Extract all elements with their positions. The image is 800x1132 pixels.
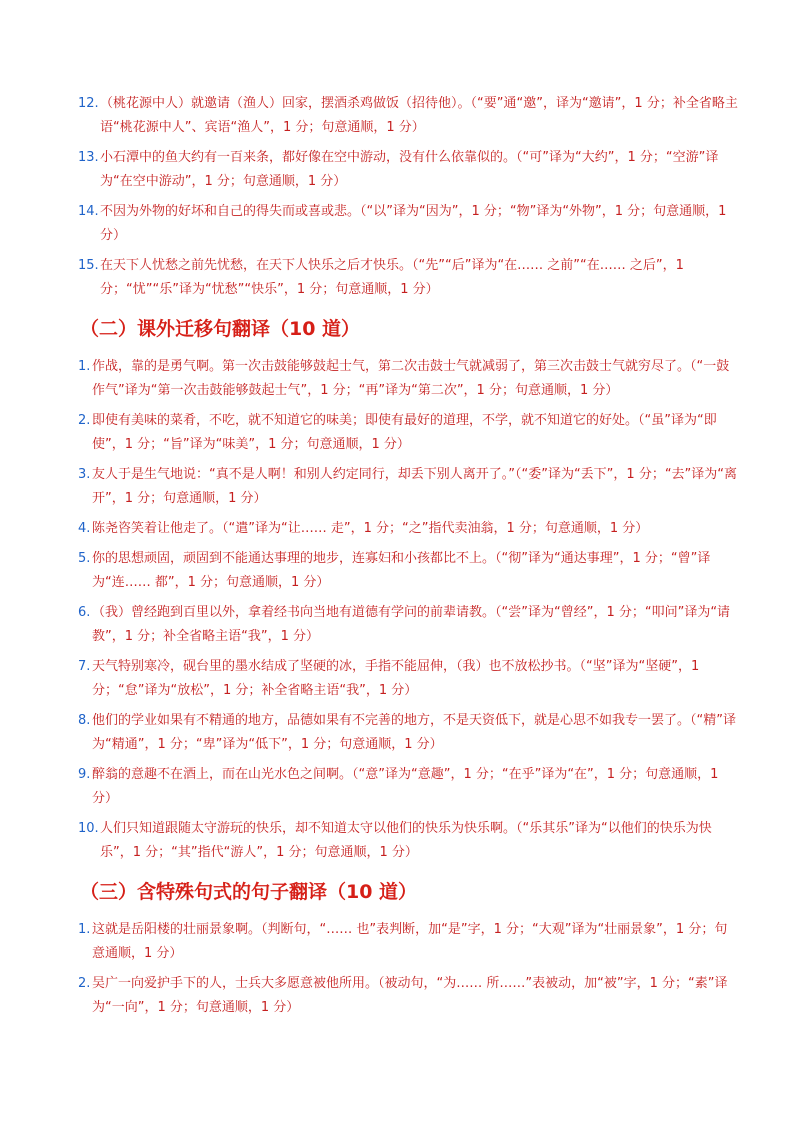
list-item (78, 355, 738, 403)
list-item (78, 463, 738, 511)
item-number: 4. (78, 521, 91, 536)
list-item (78, 763, 738, 811)
list-item (78, 92, 738, 140)
item-text: 人们只知道跟随太守游玩的快乐，却不知道太守以他们的快乐为快乐啊。（“乐其乐”译为“以他们的快乐为快乐”，1 分；“其”指代“游人”，1 分；句意通顺，1 分） (100, 821, 712, 860)
item-text: 醉翁的意趣不在酒上，而在山光水色之间啊。（“意”译为“意趣”，1 分；“在乎”译为“在”，1 分；句意通顺，1 分） (92, 767, 719, 806)
item-text: 不因为外物的好坏和自己的得失而或喜或悲。（“以”译为“因为”，1 分；“物”译为“外物”，1 分；句意通顺，1 分） (100, 204, 727, 243)
list-item (78, 655, 738, 703)
item-number: 2. (78, 976, 91, 991)
item-number: 2. (78, 413, 91, 428)
section-title: （二）课外迁移句翻译（10 道） (80, 318, 361, 340)
list-item (78, 972, 738, 1020)
item-number: 13. (78, 150, 99, 165)
item-number: 1. (78, 922, 91, 937)
list-item (78, 817, 738, 865)
list-item (78, 601, 738, 649)
list-item (78, 254, 738, 302)
item-number: 6. (78, 605, 91, 620)
item-text: 这就是岳阳楼的壮丽景象啊。（判断句，“…… 也”表判断，加“是”字，1 分；“大观”译为“壮丽景象”，1 分；句意通顺，1 分） (92, 922, 728, 961)
item-text: 天气特别寒冷，砚台里的墨水结成了坚硬的冰，手指不能屈伸，（我）也不放松抄书。（“坚”译为“坚硬”，1 分；“怠”译为“放松”，1 分；补全省略主语“我”，1 分） (92, 659, 700, 698)
item-text: （我）曾经跑到百里以外，拿着经书向当地有道德有学问的前辈请教。（“尝”译为“曾经”，1 分；“叩问”译为“请教”，1 分；补全省略主语“我”，1 分） (92, 605, 731, 644)
item-number: 5. (78, 551, 91, 566)
answer-list-part-one (78, 92, 738, 302)
item-text: 他们的学业如果有不精通的地方，品德如果有不完善的地方，不是天资低下，就是心思不如我专一罢了。（“精”译为“精通”，1 分；“卑”译为“低下”，1 分；句意通顺，1 分） (92, 713, 736, 752)
list-item (78, 517, 738, 541)
item-number: 14. (78, 204, 99, 219)
item-number: 3. (78, 467, 91, 482)
item-text: （桃花源中人）就邀请（渔人）回家，摆酒杀鸡做饭（招待他）。（“要”通“邀”，译为“邀请”，1 分；补全省略主语“桃花源中人”、宾语“渔人”，1 分；句意通顺，1 分） (100, 96, 738, 135)
item-text: 你的思想顽固，顽固到不能通达事理的地步，连寡妇和小孩都比不上。（“彻”译为“通达事理”，1 分；“曾”译为“连…… 都”，1 分；句意通顺，1 分） (92, 551, 711, 590)
list-item (78, 709, 738, 757)
list-item (78, 409, 738, 457)
item-text: 陈尧咨笑着让他走了。（“遣”译为“让…… 走”，1 分；“之”指代卖油翁，1 分；句意通顺，1 分） (92, 521, 649, 536)
list-item (78, 547, 738, 595)
item-text: 作战，靠的是勇气啊。第一次击鼓能够鼓起士气，第二次击鼓士气就减弱了，第三次击鼓士气就穷尽了。（“一鼓作气”译为“第一次击鼓能够鼓起士气”，1 分；“再”译为“第二次”，1 分；句意通顺，1 分） (92, 359, 730, 398)
item-number: 7. (78, 659, 91, 674)
item-text: 友人于是生气地说：“真不是人啊！和别人约定同行，却丢下别人离开了。”（“委”译为“丢下”，1 分；“去”译为“离开”，1 分；句意通顺，1 分） (92, 467, 738, 506)
item-text: 小石潭中的鱼大约有一百来条，都好像在空中游动，没有什么依靠似的。（“可”译为“大约”，1 分；“空游”译为“在空中游动”，1 分；句意通顺，1 分） (100, 150, 719, 189)
item-number: 9. (78, 767, 91, 782)
item-number: 15. (78, 258, 99, 273)
item-text: 即使有美味的菜肴，不吃，就不知道它的味美；即使有最好的道理，不学，就不知道它的好处。（“虽”译为“即使”，1 分；“旨”译为“味美”，1 分；句意通顺，1 分） (92, 413, 717, 452)
item-text: 在天下人忧愁之前先忧愁，在天下人快乐之后才快乐。（“先”“后”译为“在…… 之前”“在…… 之后”，1 分；“忧”“乐”译为“忧愁”“快乐”，1 分；句意通顺，1 分） (100, 258, 684, 297)
list-item (78, 918, 738, 966)
list-item (78, 146, 738, 194)
answer-list-part-three (78, 918, 738, 1020)
item-number: 8. (78, 713, 91, 728)
item-text: 吴广一向爱护手下的人，士兵大多愿意被他所用。（被动句，“为…… 所……”表被动，加“被”字，1 分；“素”译为“一向”，1 分；句意通顺，1 分） (92, 976, 728, 1015)
item-number: 12. (78, 96, 99, 111)
list-item (78, 200, 738, 248)
item-number: 1. (78, 359, 91, 374)
answer-list-part-two (78, 355, 738, 865)
item-number: 10. (78, 821, 99, 836)
section-title: （三）含特殊句式的句子翻译（10 道） (80, 881, 418, 903)
